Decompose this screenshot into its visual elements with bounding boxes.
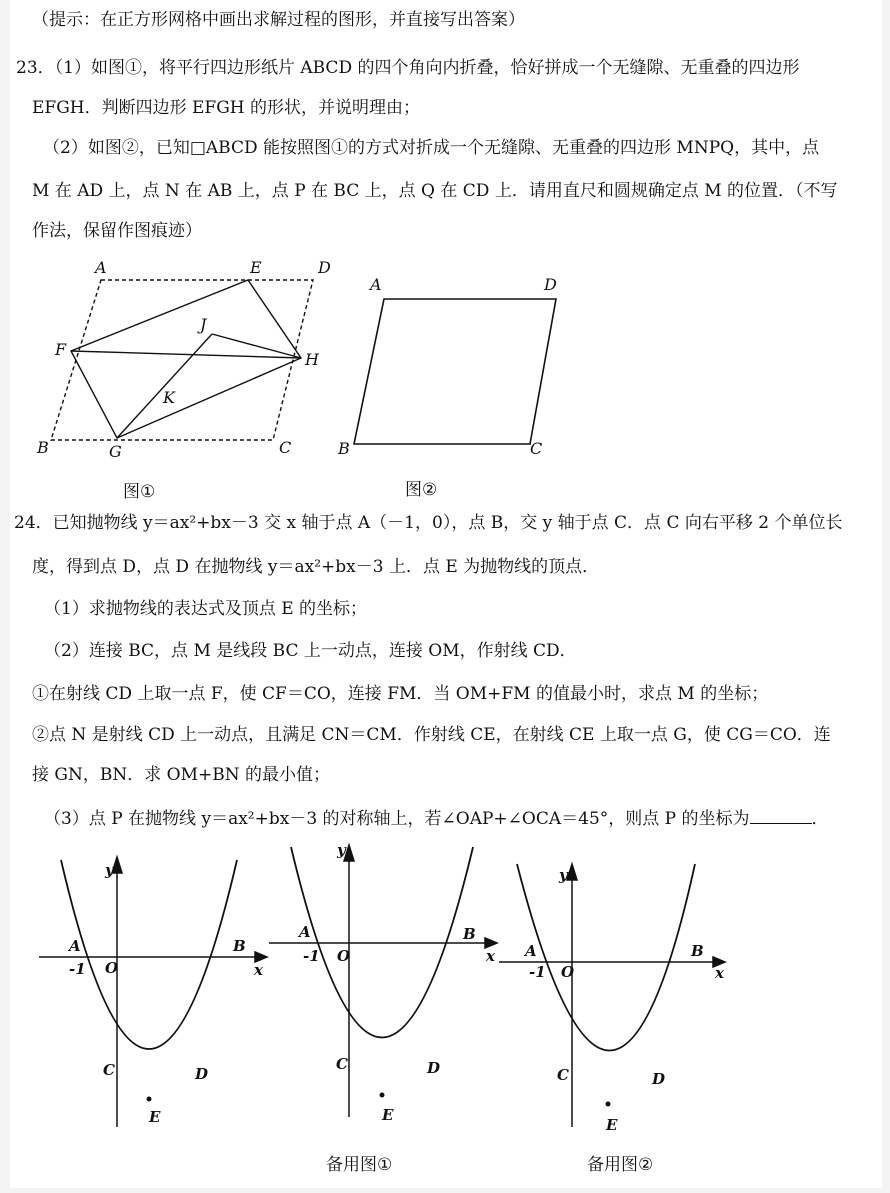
graph2-label-C: C: [336, 1055, 348, 1073]
figure-1-parallelogram-fold: [35, 255, 331, 465]
graph1-label-B: B: [233, 937, 246, 955]
parallelogram-ABCD: [354, 299, 556, 444]
q24-line-4: （2）连接 BC，点 M 是线段 BC 上一动点，连接 OM，作射线 CD．: [44, 641, 577, 661]
q24-line-8: [44, 807, 829, 830]
figure-2-caption: 图②: [405, 480, 438, 500]
graph1-label-D: D: [195, 1065, 209, 1083]
q24-line-2: 度，得到点 D，点 D 在抛物线 y＝ax²+bx－3 上．点 E 为抛物线的顶点．: [32, 557, 600, 577]
graph1-label-minus1: -1: [69, 960, 86, 978]
graph1-label-y: y: [105, 861, 114, 879]
worksheet-page: [10, 0, 882, 1188]
line-FH: [71, 351, 301, 358]
fig1-label-H: H: [305, 350, 319, 369]
spare-graph-1-caption: 备用图①: [326, 1155, 393, 1175]
figure-2-parallelogram: [330, 268, 560, 468]
fig1-label-K: K: [163, 388, 175, 407]
figure-1-caption: 图①: [123, 482, 156, 502]
q23-line-1: 23．（1）如图①，将平行四边形纸片 ABCD 的四个角向内折叠，恰好拼成一个无缝隙、无重叠的四边形: [16, 58, 800, 78]
outer-dashed-parallelogram: [51, 280, 313, 440]
line-GJ: [117, 334, 212, 438]
fig1-label-G: G: [109, 442, 122, 461]
graph3-label-x: x: [715, 964, 724, 982]
q24-line-5: ①在射线 CD 上取一点 F，使 CF＝CO，连接 FM．当 OM+FM 的值最小时，求点 M 的坐标；: [32, 684, 769, 704]
q24-line-6: ②点 N 是射线 CD 上一动点，且满足 CN＝CM．作射线 CE，在射线 CE 上取一点 G，使 CG＝CO．连: [32, 725, 831, 745]
fig2-label-C: C: [530, 439, 543, 458]
graph2-label-y: y: [337, 841, 346, 859]
parabola-graph-spare-2: [495, 852, 725, 1132]
q24-line-7: 接 GN，BN．求 OM+BN 的最小值；: [32, 765, 330, 785]
fig1-label-B: B: [37, 438, 49, 457]
fig2-label-A: A: [370, 275, 382, 294]
fig1-label-A: A: [95, 258, 107, 277]
q23-line-4: M 在 AD 上，点 N 在 AB 上，点 P 在 BC 上，点 Q 在 CD 上．请用直尺和圆规确定点 M 的位置．（不写: [32, 181, 838, 201]
graph1-label-E: E: [149, 1108, 161, 1126]
graph3-label-E: E: [606, 1116, 618, 1134]
graph2-label-B: B: [463, 925, 476, 943]
graph3-label-y: y: [559, 866, 568, 884]
parabola-graph-main: [37, 845, 267, 1135]
spare-graph-2-caption: 备用图②: [587, 1155, 654, 1175]
fig1-label-C: C: [279, 438, 292, 457]
graph1-label-O: O: [105, 959, 119, 977]
graph2-label-A: A: [299, 923, 311, 941]
q23-line-5: 作法，保留作图痕迹）: [32, 221, 202, 241]
parabola-graph-spare-1: [267, 835, 497, 1125]
fig1-label-J: J: [200, 315, 207, 334]
q23-line-3: （2）如图②，已知□ABCD 能按照图①的方式对折成一个无缝隙、无重叠的四边形 MNPQ，其中，点: [43, 138, 820, 158]
fig2-label-B: B: [338, 439, 350, 458]
graph3-label-C: C: [557, 1066, 569, 1084]
graph3-label-D: D: [652, 1070, 666, 1088]
graph3-label-O: O: [561, 963, 575, 981]
fig1-label-D: D: [318, 258, 331, 277]
graph2-label-O: O: [337, 947, 351, 965]
graph1-label-x: x: [254, 961, 263, 979]
graph3-label-B: B: [691, 942, 704, 960]
q24-line-3: （1）求抛物线的表达式及顶点 E 的坐标；: [44, 599, 368, 619]
hint-text: （提示：在正方形网格中画出求解过程的图形，并直接写出答案）: [32, 10, 525, 30]
graph3-label-minus1: -1: [529, 963, 546, 981]
graph1-label-C: C: [103, 1061, 115, 1079]
graph1-label-A: A: [69, 937, 81, 955]
fig2-label-D: D: [544, 275, 557, 294]
graph2-label-x: x: [486, 947, 495, 965]
answer-blank: [750, 807, 812, 824]
q24-line-1: 24．已知抛物线 y＝ax²+bx－3 交 x 轴于点 A（－1，0），点 B，交 y 轴于点 C．点 C 向右平移 2 个单位长: [14, 513, 843, 533]
q24-line-8-end: ．: [811, 809, 829, 829]
graph3-label-A: A: [525, 942, 537, 960]
graph2-label-minus1: -1: [303, 947, 320, 965]
graph2-label-D: D: [427, 1059, 441, 1077]
quadrilateral-EFGH: [71, 280, 301, 438]
fig1-label-F: F: [55, 340, 67, 359]
fig1-label-E: E: [250, 258, 262, 277]
q23-line-2: EFGH．判断四边形 EFGH 的形状，并说明理由；: [32, 98, 421, 118]
graph2-label-E: E: [382, 1106, 394, 1124]
q24-line-8-text: （3）点 P 在抛物线 y＝ax²+bx－3 的对称轴上，若∠OAP+∠OCA＝45°，则点 P 的坐标为: [44, 809, 750, 829]
